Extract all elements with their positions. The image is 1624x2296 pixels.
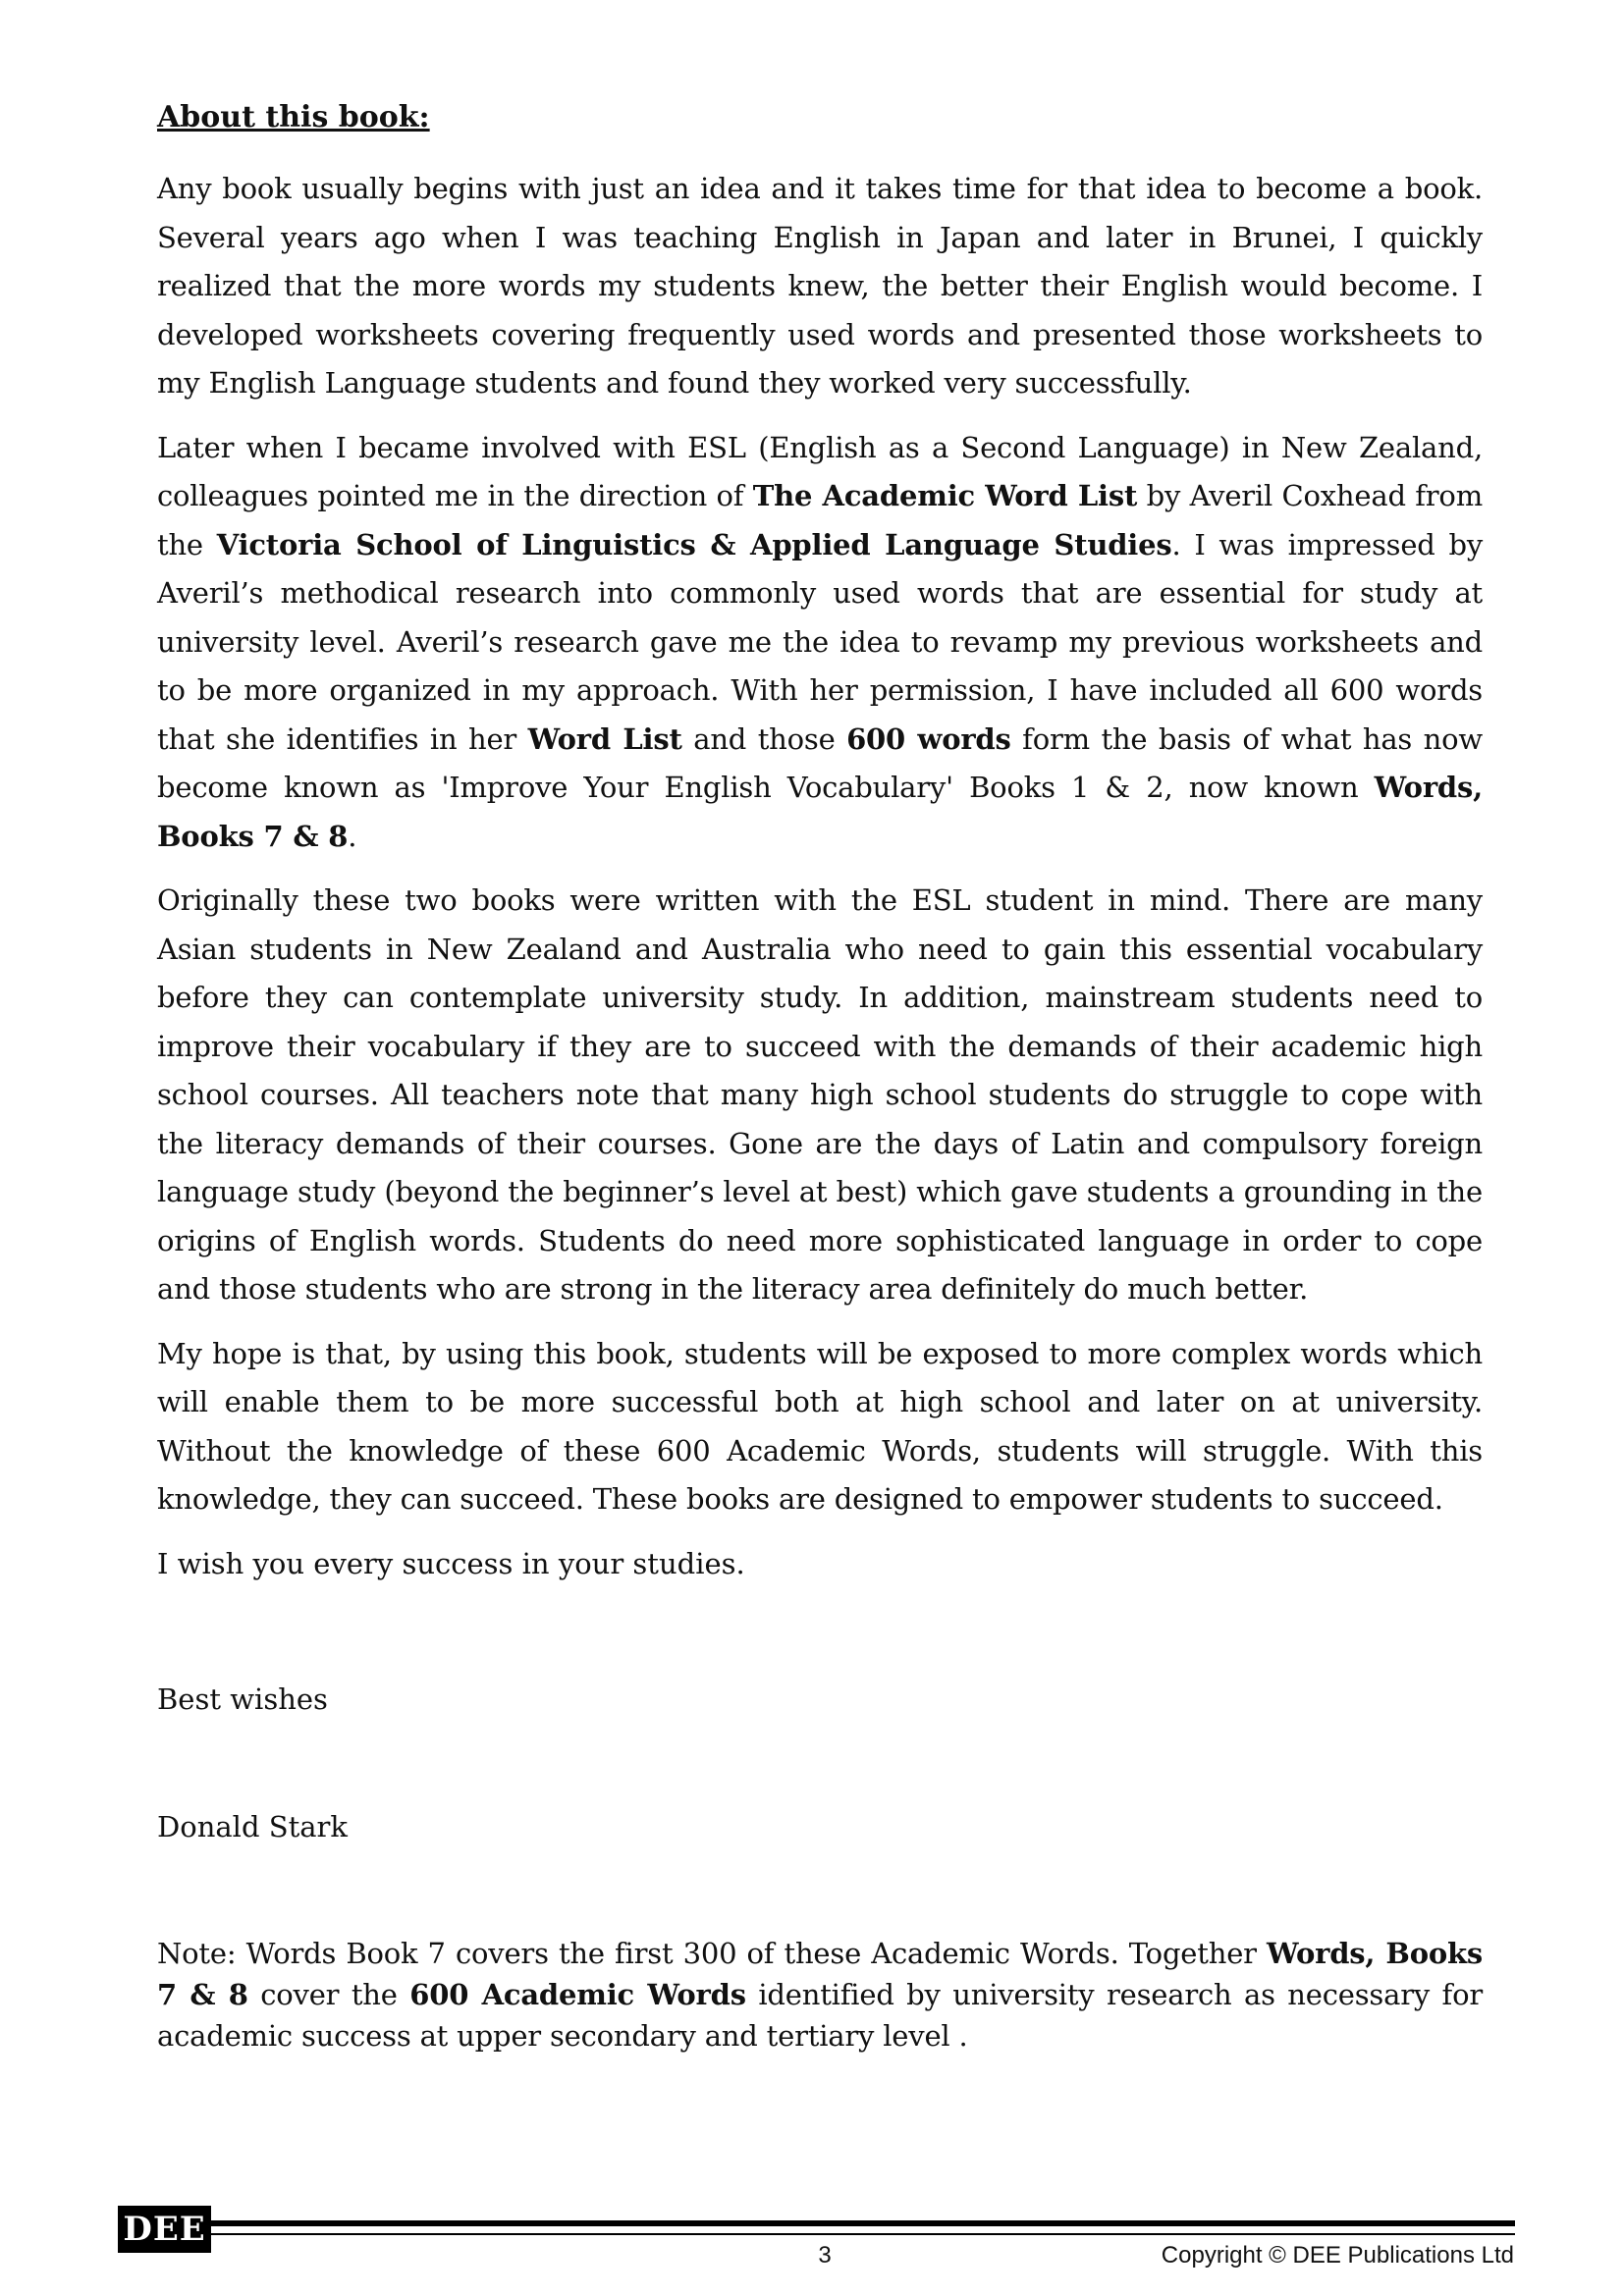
text: and those	[681, 721, 847, 756]
copyright-notice: Copyright © DEE Publications Ltd	[1161, 2242, 1514, 2269]
text: by Averil Coxhead from the	[157, 479, 1483, 561]
paragraph-academic-word-list	[157, 424, 1483, 862]
paragraph-esl-students: Originally these two books were written with the ESL student in mind. There are many Asian students in New Zealand and Australia who need to gain this essential vocabulary before they can contemplate university study. In addition, mainstream students need to improve their vocabulary if they are to succeed with the demands of their academic high school courses. All teachers note that many high school students do struggle to cope with the literacy demands of their courses. Gone are the days of Latin and compulsory foreign language study (beyond the beginner’s level at best) which gave students a grounding in the origins of English words. Students do need more sophisticated language in order to cope and those students who are strong in the literacy area definitely do much better.	[157, 883, 1483, 1306]
paragraph-wish: I wish you every success in your studies.	[157, 1546, 745, 1580]
note-paragraph	[157, 1933, 1483, 2056]
bold-books-7-8: Words, Books 7 & 8	[157, 771, 1483, 853]
signature-name: Donald Stark	[157, 1809, 348, 1843]
bold-600-words: 600 words	[846, 721, 1011, 756]
footer-rule-thick	[211, 2220, 1515, 2226]
bold-books-7-8: Words, Books 7 & 8	[157, 1937, 1483, 2011]
section-heading: About this book:	[157, 100, 430, 134]
paragraph-hope: My hope is that, by using this book, students will be exposed to more complex words which will enable them to be more successful both at high school and later on at university. Without the knowledge of these 600 Academic Words, students will struggle. With this knowledge, they can succeed. These books are designed to empower students to succeed.	[157, 1336, 1483, 1516]
text: identified by university research as necessary for academic success at upper secondary and tertiary level .	[157, 1978, 1484, 2053]
paragraph-intro: Any book usually begins with just an idea and it takes time for that idea to become a book. Several years ago when I was teaching English in Japan and later in Brunei, I quickly realized that the more words my students knew, the better their English would become. I developed worksheets covering frequently used words and presented those worksheets to my English Language students and found they worked very successfully.	[157, 172, 1483, 400]
text: cover the	[247, 1978, 410, 2011]
footer-rule-thin	[211, 2233, 1515, 2235]
bold-600-academic-words: 600 Academic Words	[409, 1978, 746, 2011]
text: form the basis of what has now become known as 'Improve Your English Vocabulary' Books 1 & 2, now known	[157, 721, 1483, 804]
bold-title-awl: The Academic Word List	[752, 479, 1138, 512]
text: Later when I became involved with ESL (English as a Second Language) in New Zealand, colleagues pointed me in the direction of	[157, 430, 1483, 512]
closing-line: Best wishes	[157, 1682, 328, 1716]
text: . I was impressed by Averil’s methodical research into commonly used words that are essential for study at university level. Averil’s research gave me the idea to revamp my previous worksheets and to be more organized in my approach. With her permission, I have included all 600 words that she identifies in her	[157, 527, 1484, 756]
publisher-logo: DEE	[118, 2206, 211, 2253]
page-content	[157, 94, 1483, 2056]
bold-school-name: Victoria School of Linguistics & Applied Language Studies	[216, 527, 1172, 561]
text: Note: Words Book 7 covers the first 300 of these Academic Words. Together	[157, 1937, 1267, 1970]
text: .	[348, 819, 357, 853]
page-number: 3	[818, 2242, 832, 2269]
bold-word-list: Word List	[527, 721, 682, 756]
